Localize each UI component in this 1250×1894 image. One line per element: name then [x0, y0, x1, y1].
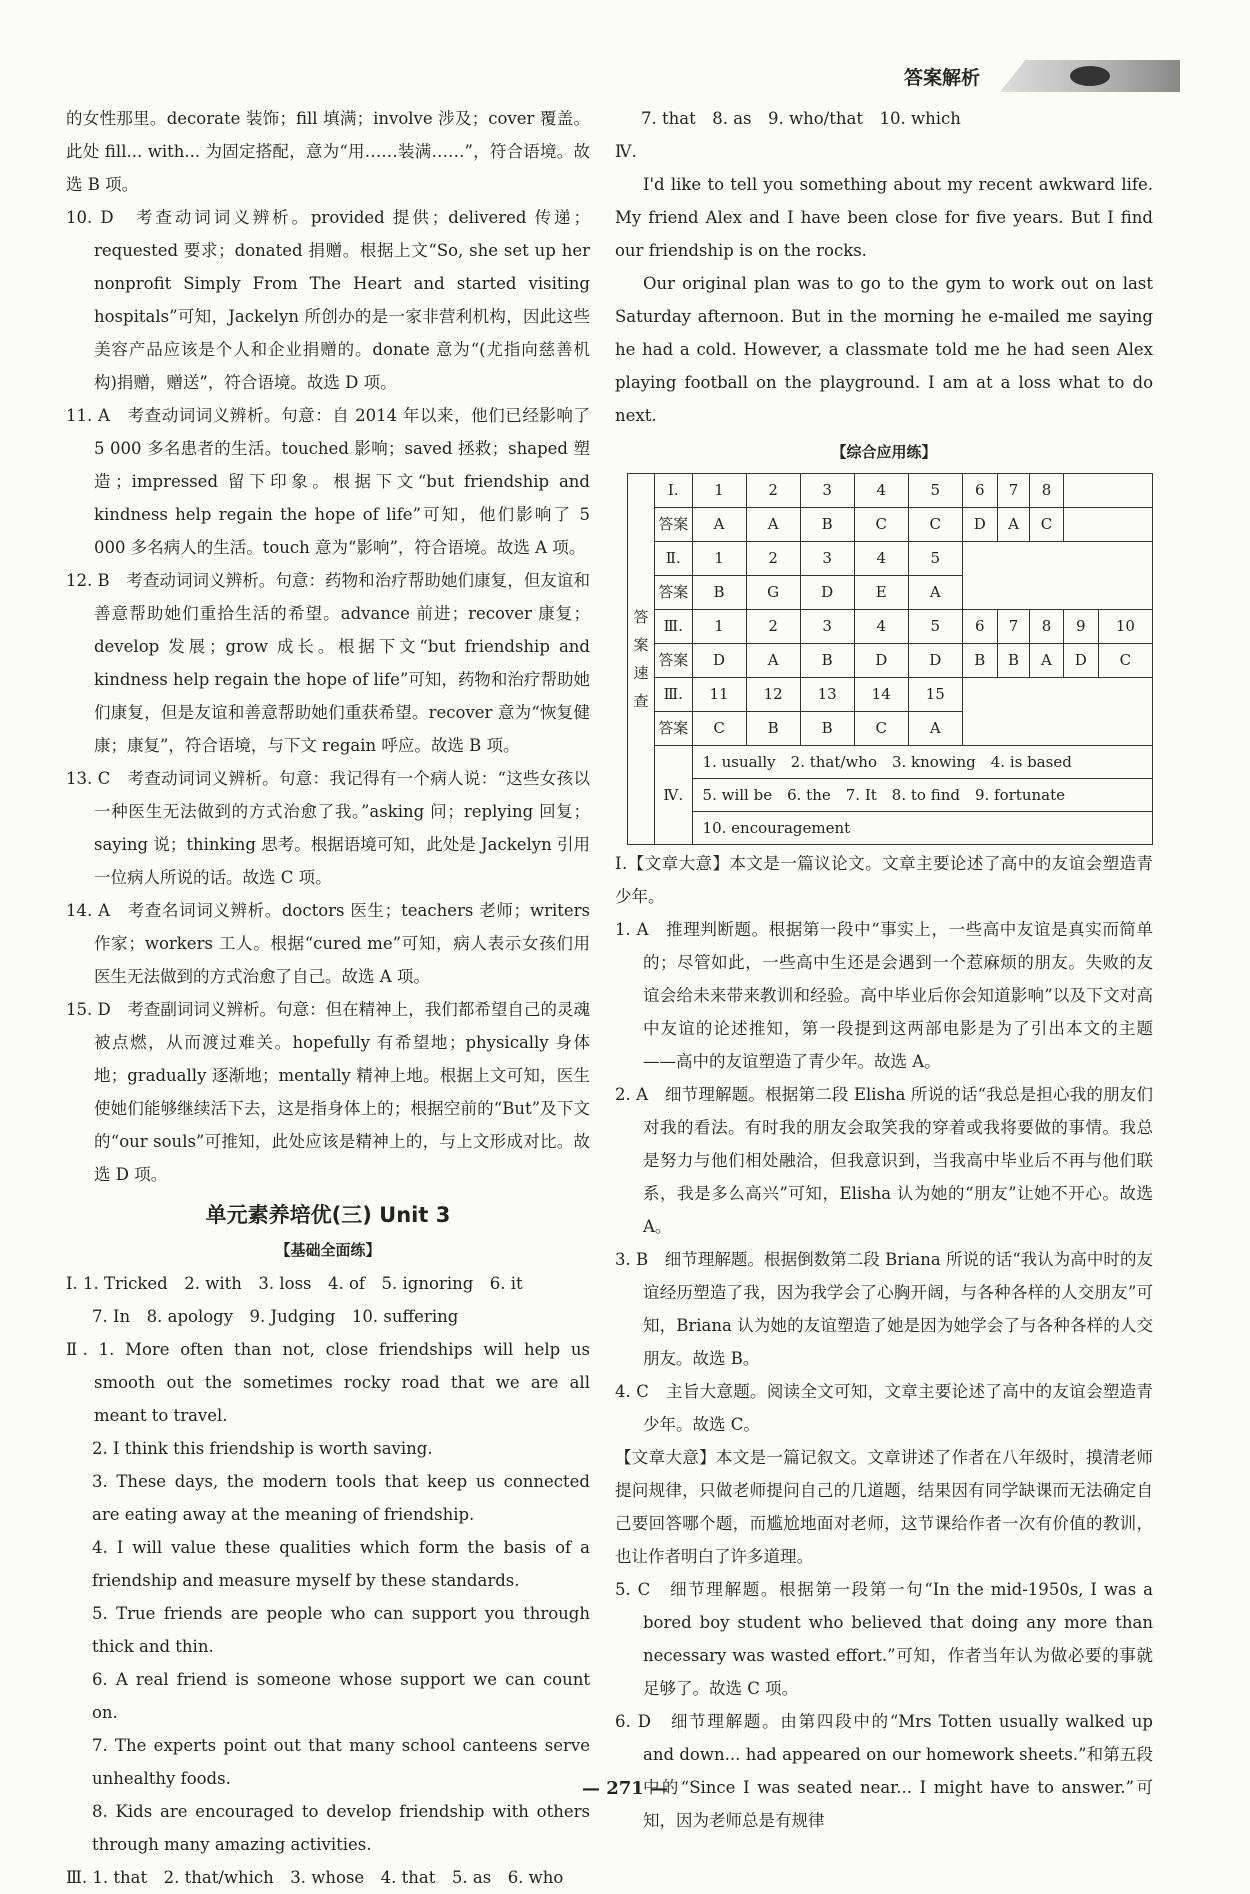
num-cell: 5: [908, 610, 962, 644]
section-3-line-b: 7. that 8. as 9. who/that 10. which: [641, 109, 961, 128]
answer-table-side-label: 答案速查: [628, 474, 655, 845]
ans-cell: G: [746, 576, 800, 610]
num-cell: 4: [854, 610, 908, 644]
answer-14: 14. A 考查名词词义辨析。doctors 医生；teachers 老师；writers 作家；workers 工人。根据“cured me”可知，病人表示女孩们用医生无法做到的方式治愈了自己。故选 A 项。: [66, 901, 590, 986]
ans-cell: D: [854, 644, 908, 678]
answer-label: 答案: [655, 712, 693, 746]
logo-icon: [1070, 66, 1110, 86]
answer-r5: 5. C 细节理解题。根据第一段第一句“In the mid-1950s, I was a bored boy student who believed that doing any more than necessary was wasted effort.”可知，作者当年认为做必要的事就足够了。故选 C 项。: [615, 1580, 1153, 1698]
num-cell: 8: [1030, 474, 1064, 508]
answer-10: 10. D 考查动词词义辨析。provided 提供；delivered 传递；requested 要求；donated 捐赠。根据上文“So, she set up her nonprofit Simply From The Heart and started visiting hospitals”可知，Jackelyn 所创办的是一家非营利机构，因此这些美容产品应该是个人和企业捐赠的。donate 意为“(尤指向慈善机构)捐赠，赠送”，符合语境。故选 D 项。: [66, 208, 590, 392]
empty-cell: [1063, 508, 1152, 542]
intro-text: 的女性那里。decorate 装饰；fill 填满；involve 涉及；cover 覆盖。此处 fill... with... 为固定搭配，意为“用……装满……”，符合语境。故选 B 项。: [66, 109, 590, 194]
passage-2-summary: 【文章大意】本文是一篇记叙文。文章讲述了作者在八年级时，摸清老师提问规律，只做老师提问自己的几道题，结果因有同学缺课而无法确定自己要回答哪个题，而尴尬地面对老师，这节课给作者一次有价值的教训，也让作者明白了许多道理。: [615, 1448, 1153, 1566]
answer-12: 12. B 考查动词词义辨析。句意：药物和治疗帮助她们康复，但友谊和善意帮助她们重拾生活的希望。advance 前进；recover 康复；develop 发展；grow 成长。根据下文“but friendship and kindness help regain the hope of life”可知，药物和治疗帮助她们康复，但是友谊和善意帮助她们重获希望。recover 意为“恢复健康；康复”，符合语境，与下文 regain 呼应。故选 B 项。: [66, 571, 590, 755]
unit-title: 单元素养培优(三) Unit 3: [205, 1203, 451, 1227]
row-label: Ⅲ.: [655, 610, 693, 644]
row-label: Ⅲ.: [655, 678, 693, 712]
answer-table: [627, 473, 1153, 845]
ans-cell: A: [746, 644, 800, 678]
ans-cell: A: [746, 508, 800, 542]
ans-cell: A: [692, 508, 746, 542]
section-3-line-a: Ⅲ. 1. that 2. that/which 3. whose 4. that 5. as 6. who: [66, 1868, 564, 1887]
empty-cell: [962, 542, 1152, 610]
section-4-answers-line-2: 5. will be 6. the 7. It 8. to find 9. fortunate: [692, 779, 1152, 812]
num-cell: 3: [800, 610, 854, 644]
section-1-line-a: Ⅰ. 1. Tricked 2. with 3. loss 4. of 5. ignoring 6. it: [66, 1274, 523, 1293]
ans-cell: A: [908, 712, 962, 746]
section-2-item-7: 7. The experts point out that many school canteens serve unhealthy foods.: [92, 1736, 590, 1788]
basic-section-title: 【基础全面练】: [275, 1241, 381, 1259]
section-4-paragraph-1: I'd like to tell you something about my recent awkward life. My friend Alex and I have been close for five years. But I find our friendship is on the rocks.: [615, 175, 1153, 260]
header-title: 答案解析: [903, 66, 980, 89]
page-number: — 271 —: [581, 1778, 669, 1799]
row-label: Ⅱ.: [655, 542, 693, 576]
num-cell: 14: [854, 678, 908, 712]
answer-label: 答案: [655, 644, 693, 678]
num-cell: 9: [1063, 610, 1098, 644]
ans-cell: C: [908, 508, 962, 542]
num-cell: 12: [746, 678, 800, 712]
section-2-item-2: 2. I think this friendship is worth saving.: [92, 1439, 433, 1458]
empty-cell: [1063, 474, 1152, 508]
answer-15: 15. D 考查副词词义辨析。句意：但在精神上，我们都希望自己的灵魂被点燃，从而渡过难关。hopefully 有希望地；physically 身体地；gradually 逐渐地；mentally 精神上地。根据上文可知，医生使她们能够继续活下去，这是指身体上的；根据空前的“But”及下文的“our souls”可推知，此处应该是精神上的，与上文形成对比。故选 D 项。: [66, 1000, 590, 1184]
answer-r2: 2. A 细节理解题。根据第二段 Elisha 所说的话“我总是担心我的朋友们对我的看法。有时我的朋友会取笑我的穿着或我将要做的事情。我总是努力与他们相处融洽，但我意识到，当我高中毕业后不再与他们联系，我是多么高兴”可知，Elisha 认为她的“朋友”让她不开心。故选 A。: [615, 1085, 1153, 1236]
section-2-item-8: 8. Kids are encouraged to develop friendship with others through many amazing activities.: [92, 1802, 590, 1854]
num-cell: 5: [908, 474, 962, 508]
num-cell: 13: [800, 678, 854, 712]
num-cell: 1: [692, 610, 746, 644]
num-cell: 15: [908, 678, 962, 712]
num-cell: 3: [800, 474, 854, 508]
header-decoration: [1000, 60, 1180, 92]
comprehensive-section-title: 【综合应用练】: [831, 443, 937, 461]
section-4-answers-line-1: 1. usually 2. that/who 3. knowing 4. is based: [692, 746, 1152, 779]
num-cell: 6: [962, 474, 997, 508]
row-label: Ⅰ.: [655, 474, 693, 508]
ans-cell: D: [908, 644, 962, 678]
num-cell: 1: [692, 474, 746, 508]
ans-cell: D: [692, 644, 746, 678]
num-cell: 3: [800, 542, 854, 576]
answer-r4: 4. C 主旨大意题。阅读全文可知，文章主要论述了高中的友谊会塑造青少年。故选 C。: [615, 1382, 1153, 1434]
num-cell: 5: [908, 542, 962, 576]
answer-r1: 1. A 推理判断题。根据第一段中“事实上，一些高中友谊是真实而简单的；尽管如此，一些高中生还是会遇到一个惹麻烦的朋友。失败的友谊会给未来带来教训和经验。高中毕业后你会知道影响”以及下文对高中友谊的论述推知，第一段提到这两部电影是为了引出本文的主题——高中的友谊塑造了青少年。故选 A。: [615, 920, 1153, 1071]
num-cell: 8: [1030, 610, 1064, 644]
answer-13: 13. C 考查动词词义辨析。句意：我记得有一个病人说：“这些女孩以一种医生无法做到的方式治愈了我。”asking 问；replying 回复；saying 说；thinking 思考。根据语境可知，此处是 Jackelyn 引用一位病人所说的话。故选 C 项。: [66, 769, 590, 887]
ans-cell: A: [908, 576, 962, 610]
answer-r3: 3. B 细节理解题。根据倒数第二段 Briana 所说的话“我认为高中时的友谊经历塑造了我，因为我学会了心胸开阔，与各种各样的人交朋友”可知，Briana 认为她的友谊塑造了她是因为她学会了与各种各样的人交朋友。故选 B。: [615, 1250, 1153, 1368]
answer-11: 11. A 考查动词词义辨析。句意：自 2014 年以来，他们已经影响了 5 000 多名患者的生活。touched 影响；saved 拯救；shaped 塑造；impressed 留下印象。根据下文“but friendship and kindness help regain the hope of life”可知，他们影响了 5 000 多名病人的生活。touch 意为“影响”，符合语境。故选 A 项。: [66, 406, 591, 557]
section-4-label: Ⅳ.: [615, 142, 637, 161]
right-column: [615, 102, 1153, 1837]
passage-1-summary: Ⅰ.【文章大意】本文是一篇议论文。文章主要论述了高中的友谊会塑造青少年。: [615, 854, 1153, 906]
num-cell: 2: [746, 542, 800, 576]
num-cell: 11: [692, 678, 746, 712]
num-cell: 7: [997, 610, 1029, 644]
ans-cell: A: [997, 508, 1029, 542]
num-cell: 4: [854, 474, 908, 508]
ans-cell: B: [997, 644, 1029, 678]
empty-cell: [962, 678, 1152, 746]
ans-cell: E: [854, 576, 908, 610]
num-cell: 2: [746, 474, 800, 508]
num-cell: 2: [746, 610, 800, 644]
ans-cell: B: [800, 508, 854, 542]
ans-cell: D: [1063, 644, 1098, 678]
answer-label: 答案: [655, 576, 693, 610]
left-column: [66, 102, 590, 1894]
section-2-item-4: 4. I will value these qualities which form the basis of a friendship and measure myself by these standards.: [92, 1538, 590, 1590]
ans-cell: C: [692, 712, 746, 746]
ans-cell: B: [746, 712, 800, 746]
answer-r6: 6. D 细节理解题。由第四段中的“Mrs Totten usually walked up and down... had appeared on our homework sheets.”和第五段中的“Since I was seated near... I might have to answer.”可知，因为老师总是有规律: [615, 1712, 1153, 1830]
num-cell: 1: [692, 542, 746, 576]
section-4-answers-line-3: 10. encouragement: [692, 812, 1152, 845]
ans-cell: B: [800, 644, 854, 678]
ans-cell: D: [800, 576, 854, 610]
section-2-item-1: Ⅱ. 1. More often than not, close friendships will help us smooth out the sometimes rocky road that we are all meant to travel.: [66, 1340, 590, 1425]
ans-cell: D: [962, 508, 997, 542]
section-2-item-5: 5. True friends are people who can support you through thick and thin.: [92, 1604, 590, 1656]
ans-cell: B: [962, 644, 997, 678]
num-cell: 6: [962, 610, 997, 644]
num-cell: 7: [997, 474, 1029, 508]
page-header: [904, 56, 1180, 96]
ans-cell: C: [1098, 644, 1152, 678]
section-2-item-3: 3. These days, the modern tools that keep us connected are eating away at the meaning of friendship.: [92, 1472, 590, 1524]
section-2-item-6: 6. A real friend is someone whose support we can count on.: [92, 1670, 590, 1722]
ans-cell: B: [692, 576, 746, 610]
ans-cell: C: [854, 712, 908, 746]
row-label: Ⅳ.: [655, 746, 693, 845]
ans-cell: A: [1030, 644, 1064, 678]
section-1-line-b: 7. In 8. apology 9. Judging 10. suffering: [92, 1307, 459, 1326]
section-4-paragraph-2: Our original plan was to go to the gym to work out on last Saturday afternoon. But in the morning he e-mailed me saying he had a cold. However, a classmate told me he had seen Alex playing football on the playground. I am at a loss what to do next.: [615, 274, 1153, 425]
answer-label: 答案: [655, 508, 693, 542]
ans-cell: C: [854, 508, 908, 542]
ans-cell: C: [1030, 508, 1064, 542]
num-cell: 10: [1098, 610, 1152, 644]
num-cell: 4: [854, 542, 908, 576]
ans-cell: B: [800, 712, 854, 746]
